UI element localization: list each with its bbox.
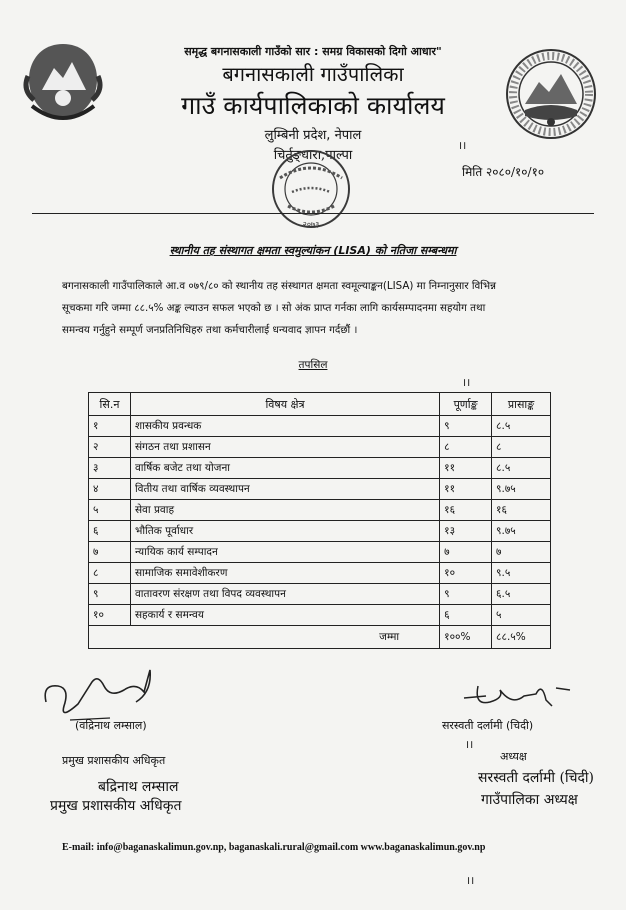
cell-subject: वातावरण संरक्षण तथा विपद व्यवस्थापन: [130, 584, 439, 605]
cell-subject: भौतिक पूर्वाधार: [130, 521, 439, 542]
table-row: [89, 521, 551, 542]
table-row: [89, 542, 551, 563]
contact-footer: E-mail: info@baganaskalimun.gov.np, baganaskali.rural@gmail.com www.baganaskalimun.gov.np: [62, 842, 486, 853]
cell-subject: सहकार्य र समन्वय: [130, 605, 439, 626]
left-signatory-name: (वद्रिनाथ लम्साल): [75, 719, 147, 732]
cell-obtained: ६.५: [492, 584, 551, 605]
cell-full: ११: [440, 458, 492, 479]
cell-sn: ७: [89, 542, 131, 563]
table-row: [89, 500, 551, 521]
cell-sn: १०: [89, 605, 131, 626]
total-obtained: ८८.५%: [492, 626, 551, 649]
table-row: [89, 458, 551, 479]
cell-full: १६: [440, 500, 492, 521]
col-header-obtained: प्रासाङ्क: [492, 393, 551, 416]
cell-obtained: ८.५: [492, 458, 551, 479]
cell-obtained: ८.५: [492, 416, 551, 437]
cell-sn: २: [89, 437, 131, 458]
cell-full: १३: [440, 521, 492, 542]
cell-obtained: ९.५: [492, 563, 551, 584]
cell-sn: ४: [89, 479, 131, 500]
right-signatory-name: सरस्वती दर्लामी (चिदी): [442, 719, 534, 732]
header-divider: [32, 213, 594, 214]
cell-sn: ९: [89, 584, 131, 605]
cell-obtained: ७: [492, 542, 551, 563]
cell-subject: सेवा प्रवाह: [130, 500, 439, 521]
cell-sn: १: [89, 416, 131, 437]
left-signatory-title: प्रमुख प्रशासकीय अधिकृत: [62, 754, 166, 767]
cell-obtained: १६: [492, 500, 551, 521]
cell-obtained: ९.७५: [492, 479, 551, 500]
body-line: सूचकमा गरि जम्मा ८८.५% अङ्क ल्याउन सफल भएको छ । सो अंक प्राप्त गर्नका लागि कार्यसम्पादनमा सहयोग तथा: [62, 302, 486, 314]
cell-subject: वितीय तथा वार्षिक व्यवस्थापन: [130, 479, 439, 500]
cell-full: १०: [440, 563, 492, 584]
col-header-subject: विषय क्षेत्र: [130, 393, 439, 416]
letter-date: मिति २०८०/१०/१०: [462, 165, 545, 179]
lisa-results-table: [88, 392, 551, 649]
organization-name: बगनासकाली गाउँपालिका: [222, 62, 404, 86]
cell-sn: ६: [89, 521, 131, 542]
right-stamp-title: गाउँपालिका अध्यक्ष: [481, 792, 578, 808]
stamp-year: २०७३: [302, 220, 320, 229]
tick-mark: ।।: [462, 376, 471, 389]
cell-sn: ५: [89, 500, 131, 521]
tick-mark: ।।: [466, 874, 475, 887]
office-stamp: [270, 148, 352, 230]
cell-obtained: ९.७५: [492, 521, 551, 542]
cell-obtained: ५: [492, 605, 551, 626]
letter-body: [62, 275, 582, 341]
province-line: लुम्बिनी प्रदेश, नेपाल: [264, 128, 362, 143]
left-stamp-name: बद्रिनाथ लम्साल: [98, 779, 179, 795]
cell-full: ९: [440, 416, 492, 437]
cell-full: ७: [440, 542, 492, 563]
right-stamp-name: सरस्वती दर्लामी (चिदी): [478, 770, 594, 786]
cell-subject: न्यायिक कार्य सम्पादन: [130, 542, 439, 563]
tick-mark: ।।: [465, 738, 474, 751]
address-line: चिर्तुङ्धारा,पाल्पा: [273, 148, 353, 163]
body-line: समन्वय गर्नुहुने सम्पूर्ण जनप्रतिनिधिहरु तथा कर्मचारीलाई धन्यवाद ज्ञापन गर्दछौं ।: [62, 324, 358, 336]
letter-subject: स्थानीय तह संस्थागत क्षमता स्वमुल्यांकन (LISA) को नतिजा सम्बन्धमा: [169, 244, 457, 257]
office-name: गाउँ कार्यपालिकाको कार्यालय: [181, 91, 445, 120]
table-row: [89, 605, 551, 626]
col-header-sn: सि.न: [89, 393, 131, 416]
cell-full: ६: [440, 605, 492, 626]
cell-subject: वार्षिक बजेट तथा योजना: [130, 458, 439, 479]
cell-full: ८: [440, 437, 492, 458]
table-row: [89, 416, 551, 437]
cell-full: ११: [440, 479, 492, 500]
cell-subject: शासकीय प्रवन्धक: [130, 416, 439, 437]
table-row: [89, 563, 551, 584]
left-stamp-title: प्रमुख प्रशासकीय अधिकृत: [50, 798, 182, 814]
signature-right: [460, 676, 580, 716]
cell-full: ९: [440, 584, 492, 605]
table-row: [89, 479, 551, 500]
signature-left: [40, 662, 170, 724]
total-full-marks: १००%: [440, 626, 492, 649]
table-header-row: [89, 393, 551, 416]
slogan: समृद्ध बगनासकाली गाउँको सार : समग्र विकासको दिगो आधार": [184, 45, 442, 58]
cell-obtained: ८: [492, 437, 551, 458]
cell-subject: संगठन तथा प्रशासन: [130, 437, 439, 458]
right-signatory-title: अध्यक्ष: [500, 750, 527, 763]
tick-mark: ।।: [458, 139, 467, 152]
cell-sn: ३: [89, 458, 131, 479]
col-header-full-marks: पूर्णाङ्क: [440, 393, 492, 416]
table-row: [89, 584, 551, 605]
table-total-row: [89, 626, 551, 649]
total-label: जम्मा: [89, 626, 440, 649]
annex-heading: तपसिल: [298, 359, 328, 371]
body-line: बगनासकाली गाउँपालिकाले आ.व ०७९/८० को स्थानीय तह संस्थागत क्षमता स्वमूल्याङ्कन(LISA) मा निम्नानुसार विभिन्न: [62, 280, 496, 292]
cell-sn: ८: [89, 563, 131, 584]
table-row: [89, 437, 551, 458]
cell-subject: सामाजिक समावेशीकरण: [130, 563, 439, 584]
